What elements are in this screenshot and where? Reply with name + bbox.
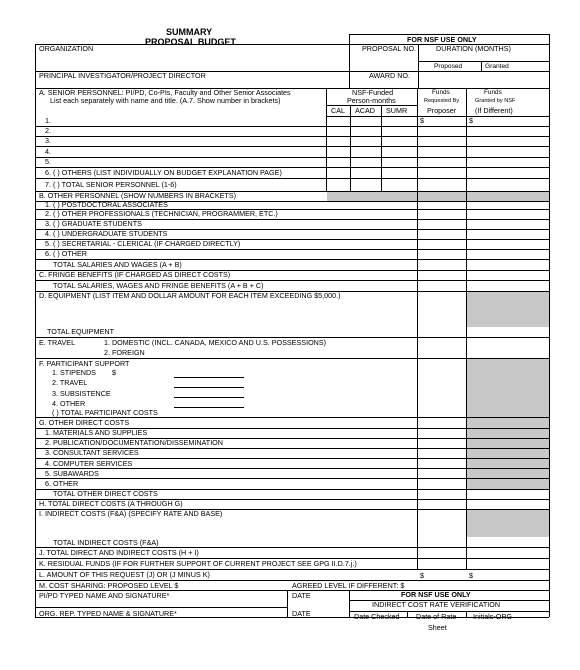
section-h: H. TOTAL DIRECT COSTS (A THROUGH G): [39, 499, 183, 508]
total-abc: TOTAL SALARIES, WAGES AND FRINGE BENEFITS (A + B + C): [53, 281, 264, 290]
a-dollar-2: $: [469, 116, 473, 125]
sumr-header: SUMR: [386, 106, 408, 115]
l-dollar-1: $: [420, 571, 424, 580]
funds-granted-1: Funds: [484, 89, 502, 96]
date-checked-label: Date Checked: [354, 612, 400, 621]
section-l: L. AMOUNT OF THIS REQUEST (J) OR (J MINUS K): [39, 570, 210, 579]
initials-org-label: Initials-ORG: [473, 612, 513, 621]
funds-granted-3: (If Different): [475, 106, 513, 115]
agreed-level: AGREED LEVEL IF DIFFERENT: $: [292, 581, 405, 590]
funds-requested-2: Requested By: [424, 98, 460, 104]
section-a-header: A. SENIOR PERSONNEL: PI/PD, Co-PIs, Faculty and Other Senior Associates: [39, 88, 291, 97]
section-g-header: G. OTHER DIRECT COSTS: [39, 418, 130, 427]
pi-label: PRINCIPAL INVESTIGATOR/PROJECT DIRECTOR: [39, 71, 206, 80]
f-row-3: 3. SUBSISTENCE: [52, 389, 111, 398]
nsf-use-only-header: FOR NSF USE ONLY: [407, 35, 477, 44]
section-d-header: D. EQUIPMENT (LIST ITEM AND DOLLAR AMOUNT FOR EACH ITEM EXCEEDING $5,000.): [39, 291, 341, 300]
f-row-4: 4. OTHER: [52, 399, 86, 408]
e-row-2: 2. FOREIGN: [104, 348, 145, 357]
section-c: C. FRINGE BENEFITS (IF CHARGED AS DIRECT COSTS): [39, 270, 231, 279]
section-a-subheader: List each separately with name and title. (A.7. Show number in brackets): [50, 96, 281, 105]
g-total: TOTAL OTHER DIRECT COSTS: [53, 489, 158, 498]
b-row-1: 1. ( ) POSTDOCTORAL ASSOCIATES: [45, 200, 168, 209]
funds-requested-1: Funds: [432, 89, 450, 96]
a-row-2: 2.: [45, 126, 51, 135]
a-row-4: 4.: [45, 147, 51, 156]
section-i-header: I. INDIRECT COSTS (F&A) (SPECIFY RATE AND BASE): [39, 509, 223, 518]
g-row-5: 5. SUBAWARDS: [45, 469, 99, 478]
l-dollar-2: $: [469, 571, 473, 580]
page-subtitle: PROPOSAL BUDGET: [145, 37, 236, 47]
a-row-5: 5.: [45, 157, 51, 166]
acad-header: ACAD: [355, 106, 375, 115]
i-total: TOTAL INDIRECT COSTS (F&A): [53, 538, 159, 547]
shade-b-header: [327, 191, 549, 201]
shade-equipment: [466, 292, 549, 327]
a-row-6: 6. ( ) OTHERS (LIST INDIVIDUALLY ON BUDGET EXPLANATION PAGE): [45, 168, 282, 177]
section-j: J. TOTAL DIRECT AND INDIRECT COSTS (H + I): [39, 548, 199, 557]
a-dollar-1: $: [420, 116, 424, 125]
organization-label: ORGANIZATION: [39, 44, 94, 53]
section-m: M. COST SHARING: PROPOSED LEVEL $: [39, 581, 179, 590]
rate-sheet-label: Sheet: [428, 623, 447, 632]
section-k: K. RESIDUAL FUNDS (IF FOR FURTHER SUPPORT OF CURRENT PROJECT SEE GPG II.D.7.j.): [39, 559, 357, 568]
shade-participant: [466, 359, 549, 417]
b-row-4: 4. ( ) UNDERGRADUATE STUDENTS: [45, 229, 168, 238]
b-row-3: 3. ( ) GRADUATE STUDENTS: [45, 219, 142, 228]
f-total: ( ) TOTAL PARTICIPANT COSTS: [52, 408, 158, 417]
b-row-5: 5. ( ) SECRETARIAL - CLERICAL (IF CHARGED DIRECTLY): [45, 239, 241, 248]
section-e-header: E. TRAVEL: [39, 338, 76, 347]
duration-label: DURATION (MONTHS): [436, 44, 511, 53]
g-row-6: 6. OTHER: [45, 479, 79, 488]
g-row-2: 2. PUBLICATION/DOCUMENTATION/DISSEMINATION: [45, 438, 223, 447]
award-no-label: AWARD NO.: [369, 71, 410, 80]
funds-requested-3: Proposer: [427, 106, 457, 115]
section-b-header: B. OTHER PERSONNEL (SHOW NUMBERS IN BRACKETS): [39, 191, 237, 200]
rate-verification-label: INDIRECT COST RATE VERIFICATION: [372, 600, 501, 609]
g-row-4: 4. COMPUTER SERVICES: [45, 459, 133, 468]
g-row-3: 3. CONSULTANT SERVICES: [45, 448, 139, 457]
person-months-label: Person-months: [347, 96, 396, 105]
page-title: SUMMARY: [166, 27, 213, 37]
nsf-use-only-footer: FOR NSF USE ONLY: [401, 590, 471, 599]
b-total: TOTAL SALARIES AND WAGES (A + B): [53, 260, 182, 269]
b-row-6: 6. ( ) OTHER: [45, 249, 87, 258]
a-row-3: 3.: [45, 136, 51, 145]
b-row-2: 2. ( ) OTHER PROFESSIONALS (TECHNICIAN, PROGRAMMER, ETC.): [45, 209, 278, 218]
pi-date-label: DATE: [292, 591, 311, 600]
org-signature-label: ORG. REP. TYPED NAME & SIGNATURE*: [39, 609, 177, 618]
f-row-1: 1. STIPENDS: [52, 368, 96, 377]
nsf-funded-label: NSF-Funded: [352, 88, 394, 97]
d-total: TOTAL EQUIPMENT: [47, 327, 114, 336]
g-row-1: 1. MATERIALS AND SUPPLIES: [45, 428, 148, 437]
pi-signature-label: PI/PD TYPED NAME AND SIGNATURE*: [39, 591, 170, 600]
e-row-1: 1. DOMESTIC (INCL. CANADA, MEXICO AND U.S. POSSESSIONS): [104, 338, 327, 347]
proposal-no-label: PROPOSAL NO.: [362, 44, 417, 53]
shade-indirect: [466, 510, 549, 537]
f-row-2: 2. TRAVEL: [52, 378, 88, 387]
proposed-label: Proposed: [434, 63, 463, 70]
org-date-label: DATE: [292, 609, 311, 618]
granted-label: Granted: [485, 63, 509, 70]
date-of-rate-label: Date of Rate: [416, 612, 457, 621]
a-row-1: 1.: [45, 116, 51, 125]
f-dollar: $: [112, 368, 116, 377]
section-f-header: F. PARTICIPANT SUPPORT: [39, 359, 130, 368]
funds-granted-2: Granted by NSF: [475, 98, 516, 104]
cal-header: CAL: [331, 106, 345, 115]
a-row-7: 7. ( ) TOTAL SENIOR PERSONNEL (1-6): [45, 180, 177, 189]
